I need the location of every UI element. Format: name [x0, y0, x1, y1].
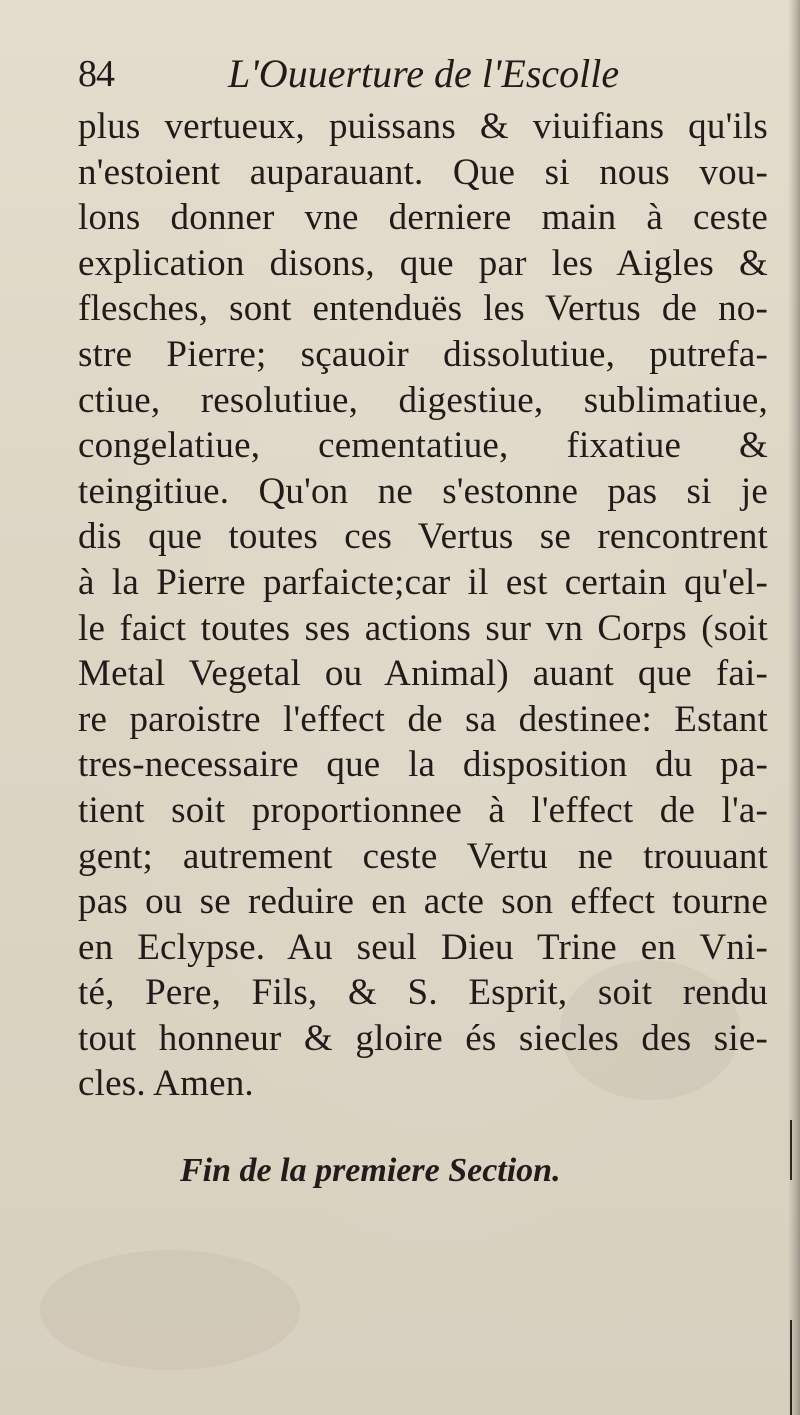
text-line: flesches, sont entenduës les Vertus de no- [78, 288, 768, 330]
text-line: ctiue, resolutiue, digestiue, sublimatiue, [78, 379, 768, 421]
text-line: té, Pere, Fils, & S. Esprit, soit rendu [78, 972, 768, 1014]
text-line: teingitiue. Qu'on ne s'estonne pas si je [78, 470, 768, 512]
page-edge-shadow [788, 0, 800, 1415]
text-line: lons donner vne derniere main à ceste [78, 197, 768, 239]
text-line: en Eclypse. Au seul Dieu Trine en Vni- [78, 926, 768, 968]
page-edge-mark [790, 1120, 792, 1180]
text-line: plus vertueux, puissans & viuifians qu'ils [78, 106, 768, 147]
text-line: explication disons, que par les Aigles & [78, 242, 768, 284]
text-line: n'estoient auparauant. Que si nous vou- [78, 151, 768, 193]
text-line: Metal Vegetal ou Animal) auant que fai- [78, 653, 768, 695]
paper-stain [40, 1250, 300, 1370]
text-line: congelatiue, cementatiue, fixatiue & [78, 425, 768, 467]
page-edge-mark [790, 1320, 792, 1415]
text-line: à la Pierre parfaicte;car il est certain qu'el- [78, 561, 768, 603]
page-number: 84 [78, 53, 114, 95]
section-end-label: Fin de la premiere Section. [180, 1152, 561, 1189]
text-line: le faict toutes ses actions sur vn Corps (soit [78, 607, 768, 649]
text-line: tient soit proportionnee à l'effect de l'a- [78, 789, 768, 831]
text-line: tout honneur & gloire és siecles des sie- [78, 1017, 768, 1059]
text-line: stre Pierre; sçauoir dissolutiue, putrefa- [78, 333, 768, 375]
page-header [78, 50, 778, 106]
text-line: re paroistre l'effect de sa destinee: Estant [78, 698, 768, 740]
text-line: dis que toutes ces Vertus se rencontrent [78, 516, 768, 558]
text-line: tres-necessaire que la disposition du pa- [78, 744, 768, 786]
text-line: cles. Amen. [78, 1063, 254, 1105]
text-line: gent; autrement ceste Vertu ne trouuant [78, 835, 768, 877]
body-text [78, 104, 768, 1107]
running-title: L'Ouuerture de l'Escolle [228, 51, 620, 96]
text-line: pas ou se reduire en acte son effect tourne [78, 881, 768, 923]
